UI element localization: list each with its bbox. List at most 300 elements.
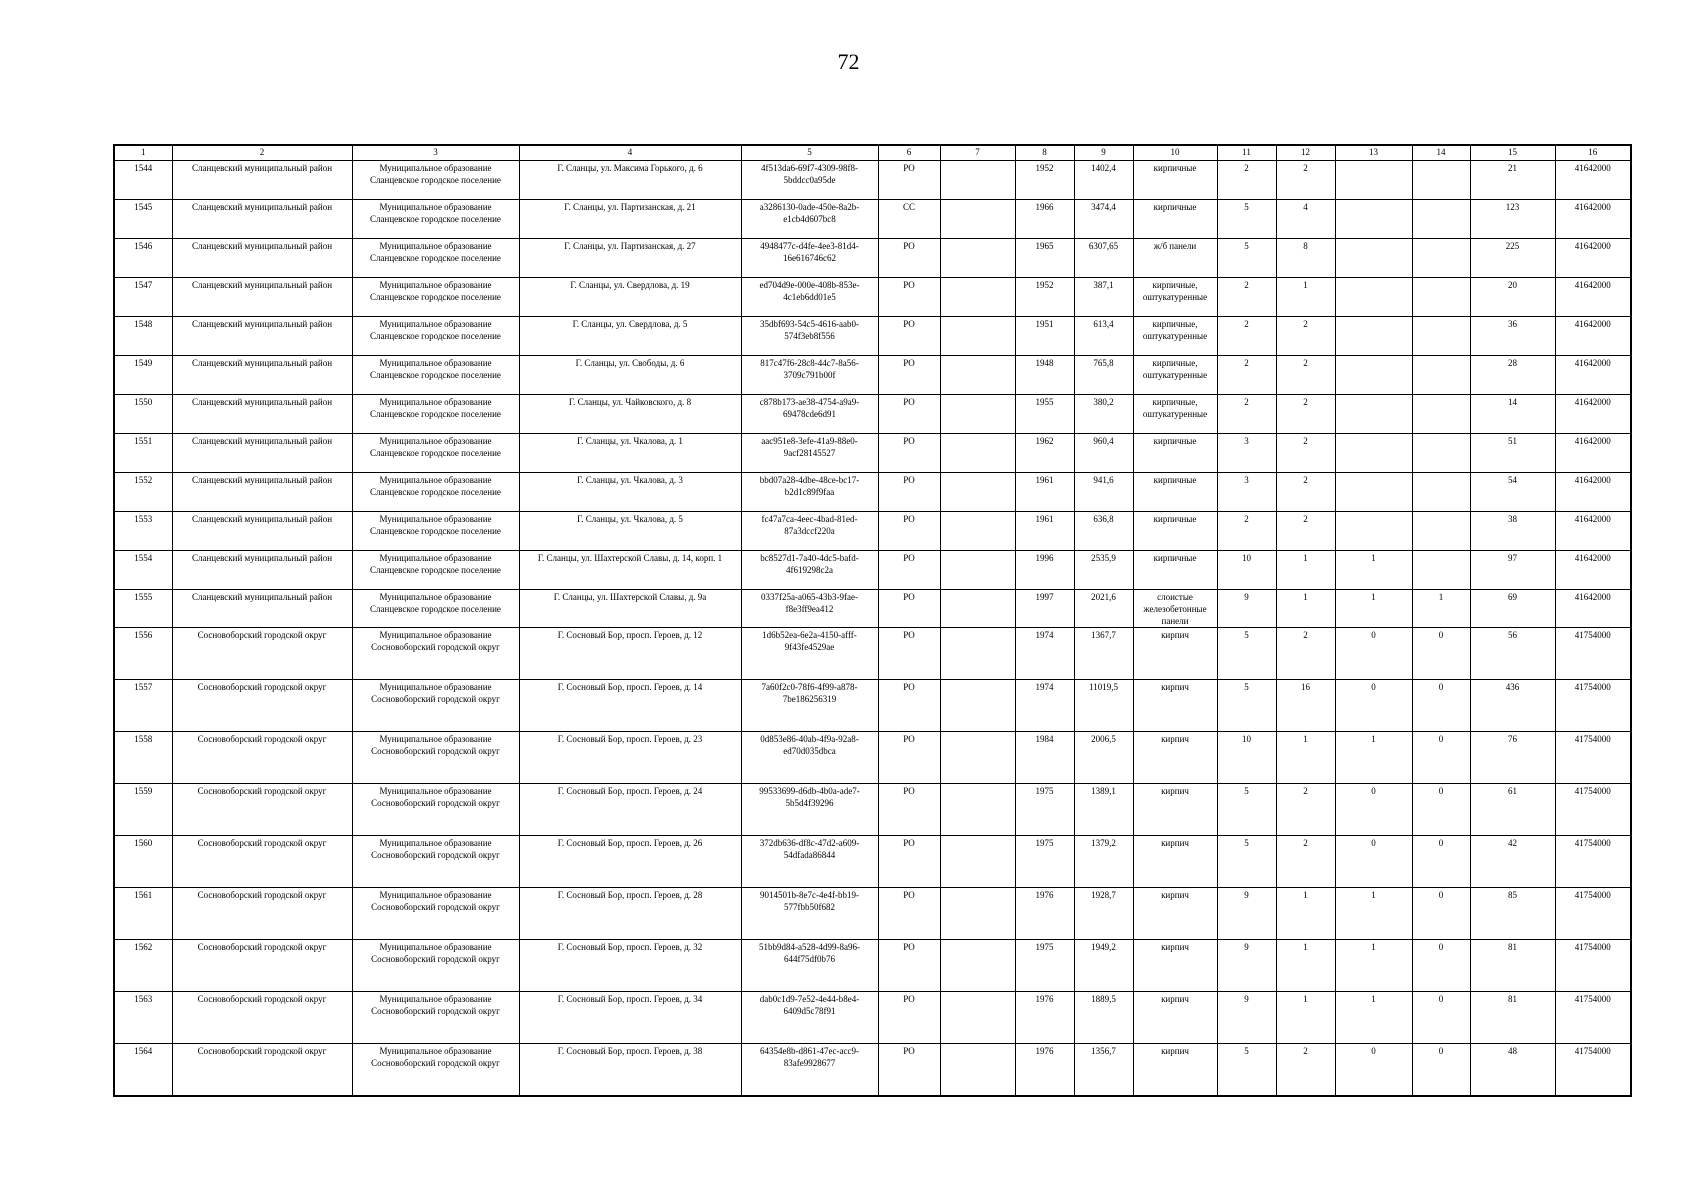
cell-address: Г. Сланцы, ул. Чкалова, д. 1 [519, 434, 741, 473]
cell-year-built: 1996 [1015, 551, 1074, 590]
cell-total-area: 960,4 [1074, 434, 1133, 473]
cell-entrances: 2 [1276, 356, 1335, 395]
cell-total-area: 1356,7 [1074, 1044, 1133, 1097]
cell-year-built: 1974 [1015, 628, 1074, 680]
cell-row-number: 1547 [114, 278, 172, 317]
cell-address: Г. Сланцы, ул. Шахтерской Славы, д. 14, корп. 1 [519, 551, 741, 590]
cell-residents: 56 [1470, 628, 1555, 680]
cell-residents: 69 [1470, 590, 1555, 628]
cell-row-number: 1556 [114, 628, 172, 680]
cell-row-number: 1544 [114, 161, 172, 200]
cell-residents: 81 [1470, 992, 1555, 1044]
cell-year-built: 1965 [1015, 239, 1074, 278]
cell-total-area: 3474,4 [1074, 200, 1133, 239]
cell-residents: 85 [1470, 888, 1555, 940]
table-row [114, 784, 1631, 836]
table-row [114, 434, 1631, 473]
cell-floors: 2 [1217, 317, 1276, 356]
cell-total-area: 1367,7 [1074, 628, 1133, 680]
cell-floors: 2 [1217, 512, 1276, 551]
cell-entrances: 2 [1276, 395, 1335, 434]
cell-col-7 [940, 551, 1015, 590]
cell-year-built: 1975 [1015, 940, 1074, 992]
cell-col-6: РО [878, 434, 940, 473]
cell-wall-material: кирпич [1133, 888, 1217, 940]
cell-fias-code: 4f513da6-69f7-4309-98f8-5bddcc0a95de [741, 161, 878, 200]
cell-col-6: РО [878, 888, 940, 940]
cell-col-6: РО [878, 784, 940, 836]
cell-oktmo-code: 41642000 [1555, 590, 1631, 628]
column-header-12: 12 [1276, 145, 1335, 161]
cell-wall-material: кирпич [1133, 732, 1217, 784]
cell-address: Г. Сланцы, ул. Чайковского, д. 8 [519, 395, 741, 434]
cell-col-13 [1335, 161, 1412, 200]
cell-col-13: 1 [1335, 732, 1412, 784]
cell-floors: 5 [1217, 628, 1276, 680]
cell-municipality: Муниципальное образование Сланцевское городское поселение [352, 239, 519, 278]
cell-col-13: 1 [1335, 551, 1412, 590]
cell-col-7 [940, 200, 1015, 239]
cell-row-number: 1551 [114, 434, 172, 473]
cell-row-number: 1558 [114, 732, 172, 784]
cell-district: Сосновоборский городской округ [172, 888, 352, 940]
cell-wall-material: кирпич [1133, 992, 1217, 1044]
cell-oktmo-code: 41642000 [1555, 512, 1631, 551]
cell-address: Г. Сосновый Бор, просп. Героев, д. 14 [519, 680, 741, 732]
cell-col-13: 0 [1335, 836, 1412, 888]
cell-entrances: 2 [1276, 628, 1335, 680]
cell-address: Г. Сосновый Бор, просп. Героев, д. 38 [519, 1044, 741, 1097]
cell-oktmo-code: 41642000 [1555, 161, 1631, 200]
cell-address: Г. Сланцы, ул. Партизанская, д. 21 [519, 200, 741, 239]
cell-entrances: 2 [1276, 161, 1335, 200]
cell-col-14: 0 [1412, 836, 1470, 888]
cell-district: Сланцевский муниципальный район [172, 239, 352, 278]
cell-municipality: Муниципальное образование Сосновоборский городской округ [352, 680, 519, 732]
column-header-2: 2 [172, 145, 352, 161]
cell-total-area: 387,1 [1074, 278, 1133, 317]
cell-oktmo-code: 41642000 [1555, 551, 1631, 590]
cell-total-area: 1949,2 [1074, 940, 1133, 992]
cell-wall-material: кирпич [1133, 1044, 1217, 1097]
cell-oktmo-code: 41754000 [1555, 784, 1631, 836]
cell-district: Сланцевский муниципальный район [172, 317, 352, 356]
cell-row-number: 1563 [114, 992, 172, 1044]
cell-col-14: 1 [1412, 590, 1470, 628]
cell-address: Г. Сланцы, ул. Свердлова, д. 5 [519, 317, 741, 356]
cell-entrances: 2 [1276, 317, 1335, 356]
cell-fias-code: 817c47f6-28c8-44c7-8a56-3709c791b00f [741, 356, 878, 395]
cell-residents: 61 [1470, 784, 1555, 836]
cell-col-6: РО [878, 940, 940, 992]
cell-address: Г. Сланцы, ул. Свердлова, д. 19 [519, 278, 741, 317]
cell-fias-code: 4948477c-d4fe-4ee3-81d4-16e616746c62 [741, 239, 878, 278]
cell-fias-code: 1d6b52ea-6e2a-4150-afff-9f43fe4529ae [741, 628, 878, 680]
cell-floors: 9 [1217, 590, 1276, 628]
cell-floors: 9 [1217, 888, 1276, 940]
cell-row-number: 1560 [114, 836, 172, 888]
cell-fias-code: 0337f25a-a065-43b3-9fae-f8e3ff9ea412 [741, 590, 878, 628]
cell-entrances: 1 [1276, 278, 1335, 317]
cell-col-7 [940, 239, 1015, 278]
cell-col-14 [1412, 356, 1470, 395]
column-header-11: 11 [1217, 145, 1276, 161]
cell-oktmo-code: 41642000 [1555, 356, 1631, 395]
cell-municipality: Муниципальное образование Сосновоборский городской округ [352, 784, 519, 836]
cell-fias-code: 35dbf693-54c5-4616-aab0-574f3eb8f556 [741, 317, 878, 356]
cell-year-built: 1976 [1015, 888, 1074, 940]
cell-residents: 225 [1470, 239, 1555, 278]
cell-col-6: РО [878, 395, 940, 434]
cell-col-14 [1412, 239, 1470, 278]
cell-district: Сосновоборский городской округ [172, 940, 352, 992]
cell-residents: 51 [1470, 434, 1555, 473]
cell-municipality: Муниципальное образование Сланцевское городское поселение [352, 434, 519, 473]
cell-col-14: 0 [1412, 680, 1470, 732]
cell-col-13: 1 [1335, 590, 1412, 628]
table-row [114, 680, 1631, 732]
cell-total-area: 2006,5 [1074, 732, 1133, 784]
cell-col-7 [940, 590, 1015, 628]
table-row [114, 836, 1631, 888]
cell-district: Сосновоборский городской округ [172, 1044, 352, 1097]
cell-col-13: 1 [1335, 940, 1412, 992]
cell-address: Г. Сосновый Бор, просп. Героев, д. 28 [519, 888, 741, 940]
cell-year-built: 1952 [1015, 278, 1074, 317]
table-row [114, 200, 1631, 239]
cell-year-built: 1975 [1015, 836, 1074, 888]
cell-address: Г. Сосновый Бор, просп. Героев, д. 24 [519, 784, 741, 836]
cell-oktmo-code: 41642000 [1555, 239, 1631, 278]
column-header-15: 15 [1470, 145, 1555, 161]
cell-col-13 [1335, 356, 1412, 395]
cell-municipality: Муниципальное образование Сланцевское городское поселение [352, 512, 519, 551]
cell-entrances: 2 [1276, 473, 1335, 512]
cell-fias-code: ed704d9e-000e-408b-853e-4c1eb6dd01e5 [741, 278, 878, 317]
cell-wall-material: кирпичные [1133, 512, 1217, 551]
cell-fias-code: 0d853e86-40ab-4f9a-92a8-ed70d035dbca [741, 732, 878, 784]
cell-col-7 [940, 395, 1015, 434]
column-header-16: 16 [1555, 145, 1631, 161]
cell-district: Сланцевский муниципальный район [172, 473, 352, 512]
cell-col-13 [1335, 512, 1412, 551]
page-number: 72 [837, 49, 860, 74]
cell-oktmo-code: 41642000 [1555, 278, 1631, 317]
cell-entrances: 2 [1276, 836, 1335, 888]
cell-col-14: 0 [1412, 628, 1470, 680]
table-row [114, 732, 1631, 784]
cell-municipality: Муниципальное образование Сосновоборский городской округ [352, 628, 519, 680]
cell-district: Сланцевский муниципальный район [172, 200, 352, 239]
cell-wall-material: кирпич [1133, 680, 1217, 732]
cell-row-number: 1553 [114, 512, 172, 551]
cell-total-area: 2021,6 [1074, 590, 1133, 628]
cell-total-area: 941,6 [1074, 473, 1133, 512]
cell-fias-code: 9014501b-8e7c-4e4f-bb19-577fbb50f682 [741, 888, 878, 940]
cell-col-7 [940, 161, 1015, 200]
cell-col-6: РО [878, 1044, 940, 1097]
cell-address: Г. Сланцы, ул. Чкалова, д. 3 [519, 473, 741, 512]
cell-entrances: 1 [1276, 940, 1335, 992]
cell-oktmo-code: 41754000 [1555, 732, 1631, 784]
cell-municipality: Муниципальное образование Сосновоборский городской округ [352, 1044, 519, 1097]
table-row [114, 278, 1631, 317]
cell-col-14 [1412, 200, 1470, 239]
cell-row-number: 1562 [114, 940, 172, 992]
cell-floors: 10 [1217, 551, 1276, 590]
cell-oktmo-code: 41642000 [1555, 473, 1631, 512]
table-header [114, 145, 1631, 161]
cell-total-area: 1889,5 [1074, 992, 1133, 1044]
table-row [114, 239, 1631, 278]
cell-district: Сосновоборский городской округ [172, 680, 352, 732]
cell-fias-code: c878b173-ae38-4754-a9a9-69478cde6d91 [741, 395, 878, 434]
table-row [114, 356, 1631, 395]
cell-col-13: 1 [1335, 992, 1412, 1044]
cell-col-7 [940, 992, 1015, 1044]
cell-entrances: 1 [1276, 732, 1335, 784]
cell-col-7 [940, 356, 1015, 395]
cell-total-area: 636,8 [1074, 512, 1133, 551]
cell-entrances: 16 [1276, 680, 1335, 732]
cell-row-number: 1549 [114, 356, 172, 395]
cell-col-13 [1335, 278, 1412, 317]
column-header-14: 14 [1412, 145, 1470, 161]
cell-col-13: 0 [1335, 628, 1412, 680]
cell-entrances: 2 [1276, 434, 1335, 473]
table-row [114, 1044, 1631, 1097]
cell-oktmo-code: 41754000 [1555, 940, 1631, 992]
table-body [114, 161, 1631, 1097]
cell-col-7 [940, 434, 1015, 473]
column-header-10: 10 [1133, 145, 1217, 161]
cell-col-7 [940, 628, 1015, 680]
cell-row-number: 1546 [114, 239, 172, 278]
cell-col-14: 0 [1412, 992, 1470, 1044]
cell-entrances: 2 [1276, 784, 1335, 836]
cell-residents: 76 [1470, 732, 1555, 784]
cell-total-area: 1389,1 [1074, 784, 1133, 836]
cell-address: Г. Сосновый Бор, просп. Героев, д. 32 [519, 940, 741, 992]
cell-year-built: 1951 [1015, 317, 1074, 356]
cell-oktmo-code: 41754000 [1555, 680, 1631, 732]
cell-col-6: РО [878, 512, 940, 551]
cell-address: Г. Сосновый Бор, просп. Героев, д. 23 [519, 732, 741, 784]
cell-residents: 38 [1470, 512, 1555, 551]
cell-wall-material: кирпичные, оштукатуренные [1133, 356, 1217, 395]
cell-total-area: 2535,9 [1074, 551, 1133, 590]
cell-fias-code: 372db636-df8c-47d2-a609-54dfada86844 [741, 836, 878, 888]
cell-entrances: 1 [1276, 590, 1335, 628]
cell-district: Сланцевский муниципальный район [172, 395, 352, 434]
cell-residents: 14 [1470, 395, 1555, 434]
cell-row-number: 1548 [114, 317, 172, 356]
cell-year-built: 1975 [1015, 784, 1074, 836]
cell-col-13: 1 [1335, 888, 1412, 940]
cell-fias-code: 7a60f2c0-78f6-4f99-a878-7be186256319 [741, 680, 878, 732]
cell-address: Г. Сланцы, ул. Максима Горького, д. 6 [519, 161, 741, 200]
cell-floors: 9 [1217, 940, 1276, 992]
column-header-9: 9 [1074, 145, 1133, 161]
cell-entrances: 1 [1276, 551, 1335, 590]
cell-year-built: 1952 [1015, 161, 1074, 200]
cell-oktmo-code: 41642000 [1555, 200, 1631, 239]
cell-row-number: 1561 [114, 888, 172, 940]
cell-floors: 3 [1217, 434, 1276, 473]
cell-district: Сланцевский муниципальный район [172, 434, 352, 473]
cell-fias-code: 99533699-d6db-4b0a-ade7-5b5d4f39296 [741, 784, 878, 836]
cell-col-6: РО [878, 836, 940, 888]
cell-municipality: Муниципальное образование Сосновоборский городской округ [352, 836, 519, 888]
cell-oktmo-code: 41642000 [1555, 395, 1631, 434]
cell-municipality: Муниципальное образование Сосновоборский городской округ [352, 940, 519, 992]
cell-municipality: Муниципальное образование Сланцевское городское поселение [352, 395, 519, 434]
cell-col-14: 0 [1412, 1044, 1470, 1097]
cell-municipality: Муниципальное образование Сланцевское городское поселение [352, 161, 519, 200]
cell-floors: 5 [1217, 680, 1276, 732]
cell-oktmo-code: 41642000 [1555, 317, 1631, 356]
cell-col-7 [940, 278, 1015, 317]
cell-wall-material: кирпичные [1133, 473, 1217, 512]
cell-col-14 [1412, 161, 1470, 200]
cell-floors: 10 [1217, 732, 1276, 784]
cell-year-built: 1961 [1015, 512, 1074, 551]
cell-entrances: 8 [1276, 239, 1335, 278]
cell-district: Сланцевский муниципальный район [172, 161, 352, 200]
cell-oktmo-code: 41754000 [1555, 628, 1631, 680]
cell-year-built: 1976 [1015, 992, 1074, 1044]
column-header-5: 5 [741, 145, 878, 161]
cell-total-area: 1379,2 [1074, 836, 1133, 888]
cell-col-6: РО [878, 590, 940, 628]
cell-residents: 28 [1470, 356, 1555, 395]
cell-address: Г. Сланцы, ул. Шахтерской Славы, д. 9а [519, 590, 741, 628]
cell-col-6: РО [878, 992, 940, 1044]
cell-col-6: РО [878, 239, 940, 278]
cell-floors: 5 [1217, 200, 1276, 239]
cell-total-area: 765,8 [1074, 356, 1133, 395]
cell-col-13 [1335, 317, 1412, 356]
cell-fias-code: aac951e8-3efe-41a9-88e0-9acf28145527 [741, 434, 878, 473]
cell-row-number: 1554 [114, 551, 172, 590]
cell-wall-material: кирпичные [1133, 551, 1217, 590]
table-row [114, 551, 1631, 590]
cell-residents: 97 [1470, 551, 1555, 590]
cell-year-built: 1961 [1015, 473, 1074, 512]
table-row [114, 940, 1631, 992]
cell-row-number: 1552 [114, 473, 172, 512]
cell-col-6: РО [878, 732, 940, 784]
column-header-3: 3 [352, 145, 519, 161]
cell-floors: 3 [1217, 473, 1276, 512]
cell-floors: 2 [1217, 395, 1276, 434]
cell-col-14: 0 [1412, 940, 1470, 992]
cell-district: Сланцевский муниципальный район [172, 512, 352, 551]
cell-floors: 2 [1217, 356, 1276, 395]
cell-year-built: 1955 [1015, 395, 1074, 434]
housing-registry-table [113, 144, 1632, 1097]
cell-entrances: 4 [1276, 200, 1335, 239]
cell-entrances: 2 [1276, 512, 1335, 551]
cell-wall-material: кирпичные, оштукатуренные [1133, 317, 1217, 356]
cell-residents: 42 [1470, 836, 1555, 888]
cell-wall-material: кирпич [1133, 628, 1217, 680]
cell-residents: 48 [1470, 1044, 1555, 1097]
cell-wall-material: слоистые железобетонные панели [1133, 590, 1217, 628]
cell-district: Сосновоборский городской округ [172, 784, 352, 836]
cell-row-number: 1550 [114, 395, 172, 434]
cell-col-7 [940, 888, 1015, 940]
cell-col-13: 0 [1335, 1044, 1412, 1097]
table-row [114, 992, 1631, 1044]
cell-year-built: 1948 [1015, 356, 1074, 395]
table-row [114, 317, 1631, 356]
cell-col-7 [940, 680, 1015, 732]
cell-col-13 [1335, 200, 1412, 239]
cell-col-14 [1412, 395, 1470, 434]
cell-year-built: 1997 [1015, 590, 1074, 628]
column-number-row [114, 145, 1631, 161]
cell-municipality: Муниципальное образование Сланцевское городское поселение [352, 278, 519, 317]
cell-col-14 [1412, 473, 1470, 512]
table-row [114, 473, 1631, 512]
cell-col-7 [940, 784, 1015, 836]
cell-oktmo-code: 41642000 [1555, 434, 1631, 473]
cell-total-area: 11019,5 [1074, 680, 1133, 732]
cell-year-built: 1974 [1015, 680, 1074, 732]
cell-col-14 [1412, 512, 1470, 551]
cell-row-number: 1557 [114, 680, 172, 732]
column-header-4: 4 [519, 145, 741, 161]
cell-municipality: Муниципальное образование Сланцевское городское поселение [352, 551, 519, 590]
cell-municipality: Муниципальное образование Сосновоборский городской округ [352, 732, 519, 784]
cell-floors: 2 [1217, 278, 1276, 317]
cell-oktmo-code: 41754000 [1555, 888, 1631, 940]
cell-row-number: 1545 [114, 200, 172, 239]
cell-municipality: Муниципальное образование Сланцевское городское поселение [352, 317, 519, 356]
cell-address: Г. Сосновый Бор, просп. Героев, д. 34 [519, 992, 741, 1044]
cell-col-14: 0 [1412, 888, 1470, 940]
cell-col-13 [1335, 434, 1412, 473]
cell-col-6: РО [878, 161, 940, 200]
cell-wall-material: ж/б панели [1133, 239, 1217, 278]
cell-col-6: РО [878, 628, 940, 680]
cell-residents: 36 [1470, 317, 1555, 356]
cell-col-13 [1335, 395, 1412, 434]
cell-wall-material: кирпичные [1133, 434, 1217, 473]
cell-municipality: Муниципальное образование Сланцевское городское поселение [352, 356, 519, 395]
cell-fias-code: bbd07a28-4dbe-48ce-bc17-b2d1c89f9faa [741, 473, 878, 512]
cell-oktmo-code: 41754000 [1555, 1044, 1631, 1097]
cell-municipality: Муниципальное образование Сланцевское городское поселение [352, 200, 519, 239]
column-header-7: 7 [940, 145, 1015, 161]
cell-col-14 [1412, 278, 1470, 317]
cell-col-7 [940, 1044, 1015, 1097]
column-header-13: 13 [1335, 145, 1412, 161]
cell-total-area: 1402,4 [1074, 161, 1133, 200]
cell-municipality: Муниципальное образование Сланцевское городское поселение [352, 590, 519, 628]
cell-residents: 81 [1470, 940, 1555, 992]
cell-entrances: 2 [1276, 1044, 1335, 1097]
cell-wall-material: кирпичные [1133, 161, 1217, 200]
table-row [114, 395, 1631, 434]
cell-floors: 5 [1217, 1044, 1276, 1097]
cell-year-built: 1962 [1015, 434, 1074, 473]
cell-total-area: 1928,7 [1074, 888, 1133, 940]
cell-wall-material: кирпичные [1133, 200, 1217, 239]
cell-col-7 [940, 836, 1015, 888]
cell-district: Сланцевский муниципальный район [172, 551, 352, 590]
